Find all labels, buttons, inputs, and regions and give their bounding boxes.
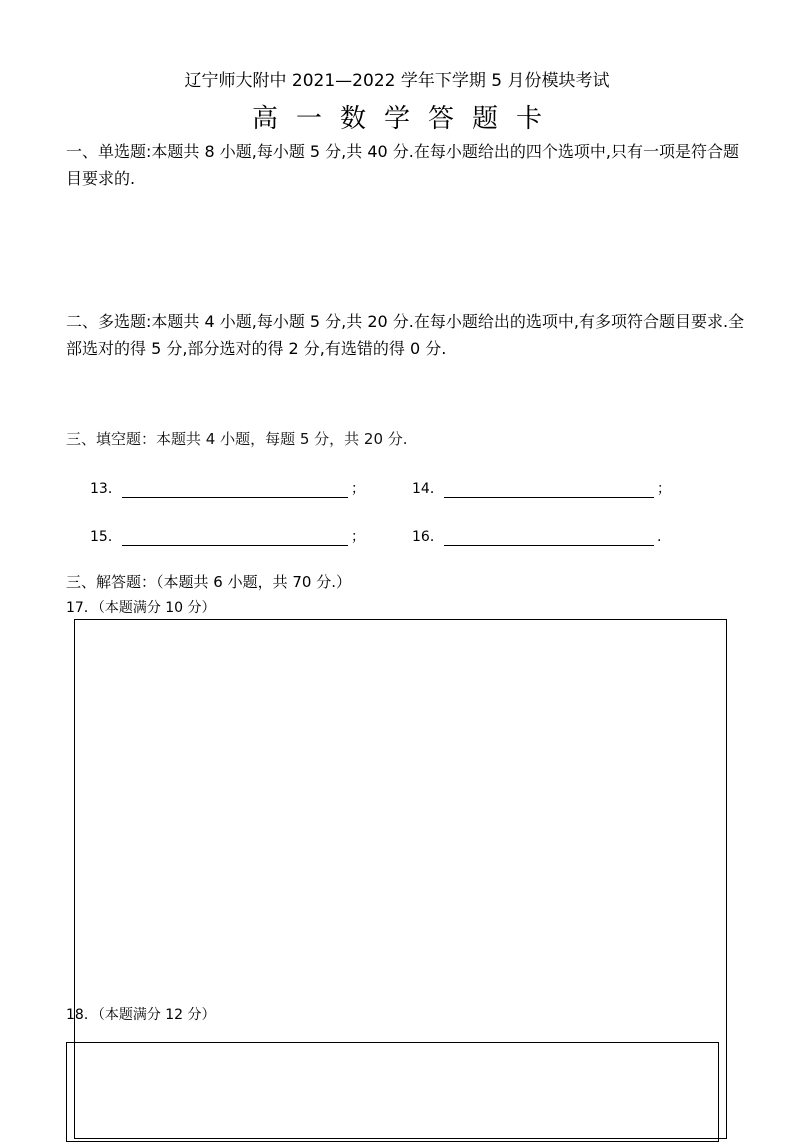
question-17-label: 17．（本题满分 10 分） [66, 600, 216, 616]
question-18-label: 18．（本题满分 12 分） [66, 1007, 216, 1023]
blank-number: 14． [412, 481, 444, 497]
answer-blank-15[interactable] [122, 531, 348, 546]
exam-header-line: 辽宁师大附中 2021—2022 学年下学期 5 月份模块考试 [184, 71, 610, 91]
answer-card-title: 高一数学答题卡 [251, 104, 560, 134]
section3-fill-blank-heading: 三、填空题：本题共 4 小题，每题 5 分，共 20 分. [66, 430, 408, 448]
question-18-answer-box[interactable] [66, 1042, 719, 1142]
section1-single-choice-instructions: 一、单选题:本题共 8 小题,每小题 5 分,共 40 分.在每小题给出的四个选项中,只有一项是符合题目要求的. [66, 142, 739, 188]
answer-blank-14[interactable] [444, 483, 654, 498]
blank-number: 13． [90, 481, 122, 497]
blank-end-punct: ； [351, 481, 365, 497]
answer-blank-13[interactable] [122, 483, 348, 498]
blank-end-punct: . [657, 529, 662, 545]
section2-multiple-choice-instructions: 二、多选题:本题共 4 小题,每小题 5 分,共 20 分.在每小题给出的选项中,有多项符合题目要求.全部选对的得 5 分,部分选对的得 2 分,有选错的得 0 分. [66, 312, 745, 358]
blank-row-14 [412, 478, 671, 498]
answer-blank-16[interactable] [444, 531, 654, 546]
blank-row-16 [412, 526, 661, 546]
blank-end-punct: ； [351, 529, 365, 545]
blank-number: 16． [412, 529, 444, 545]
blank-row-15 [90, 526, 365, 546]
section4-solutions-heading: 三、解答题：（本题共 6 小题，共 70 分.） [66, 573, 351, 591]
blank-end-punct: ； [657, 481, 671, 497]
blank-number: 15． [90, 529, 122, 545]
blank-row-13 [90, 478, 365, 498]
